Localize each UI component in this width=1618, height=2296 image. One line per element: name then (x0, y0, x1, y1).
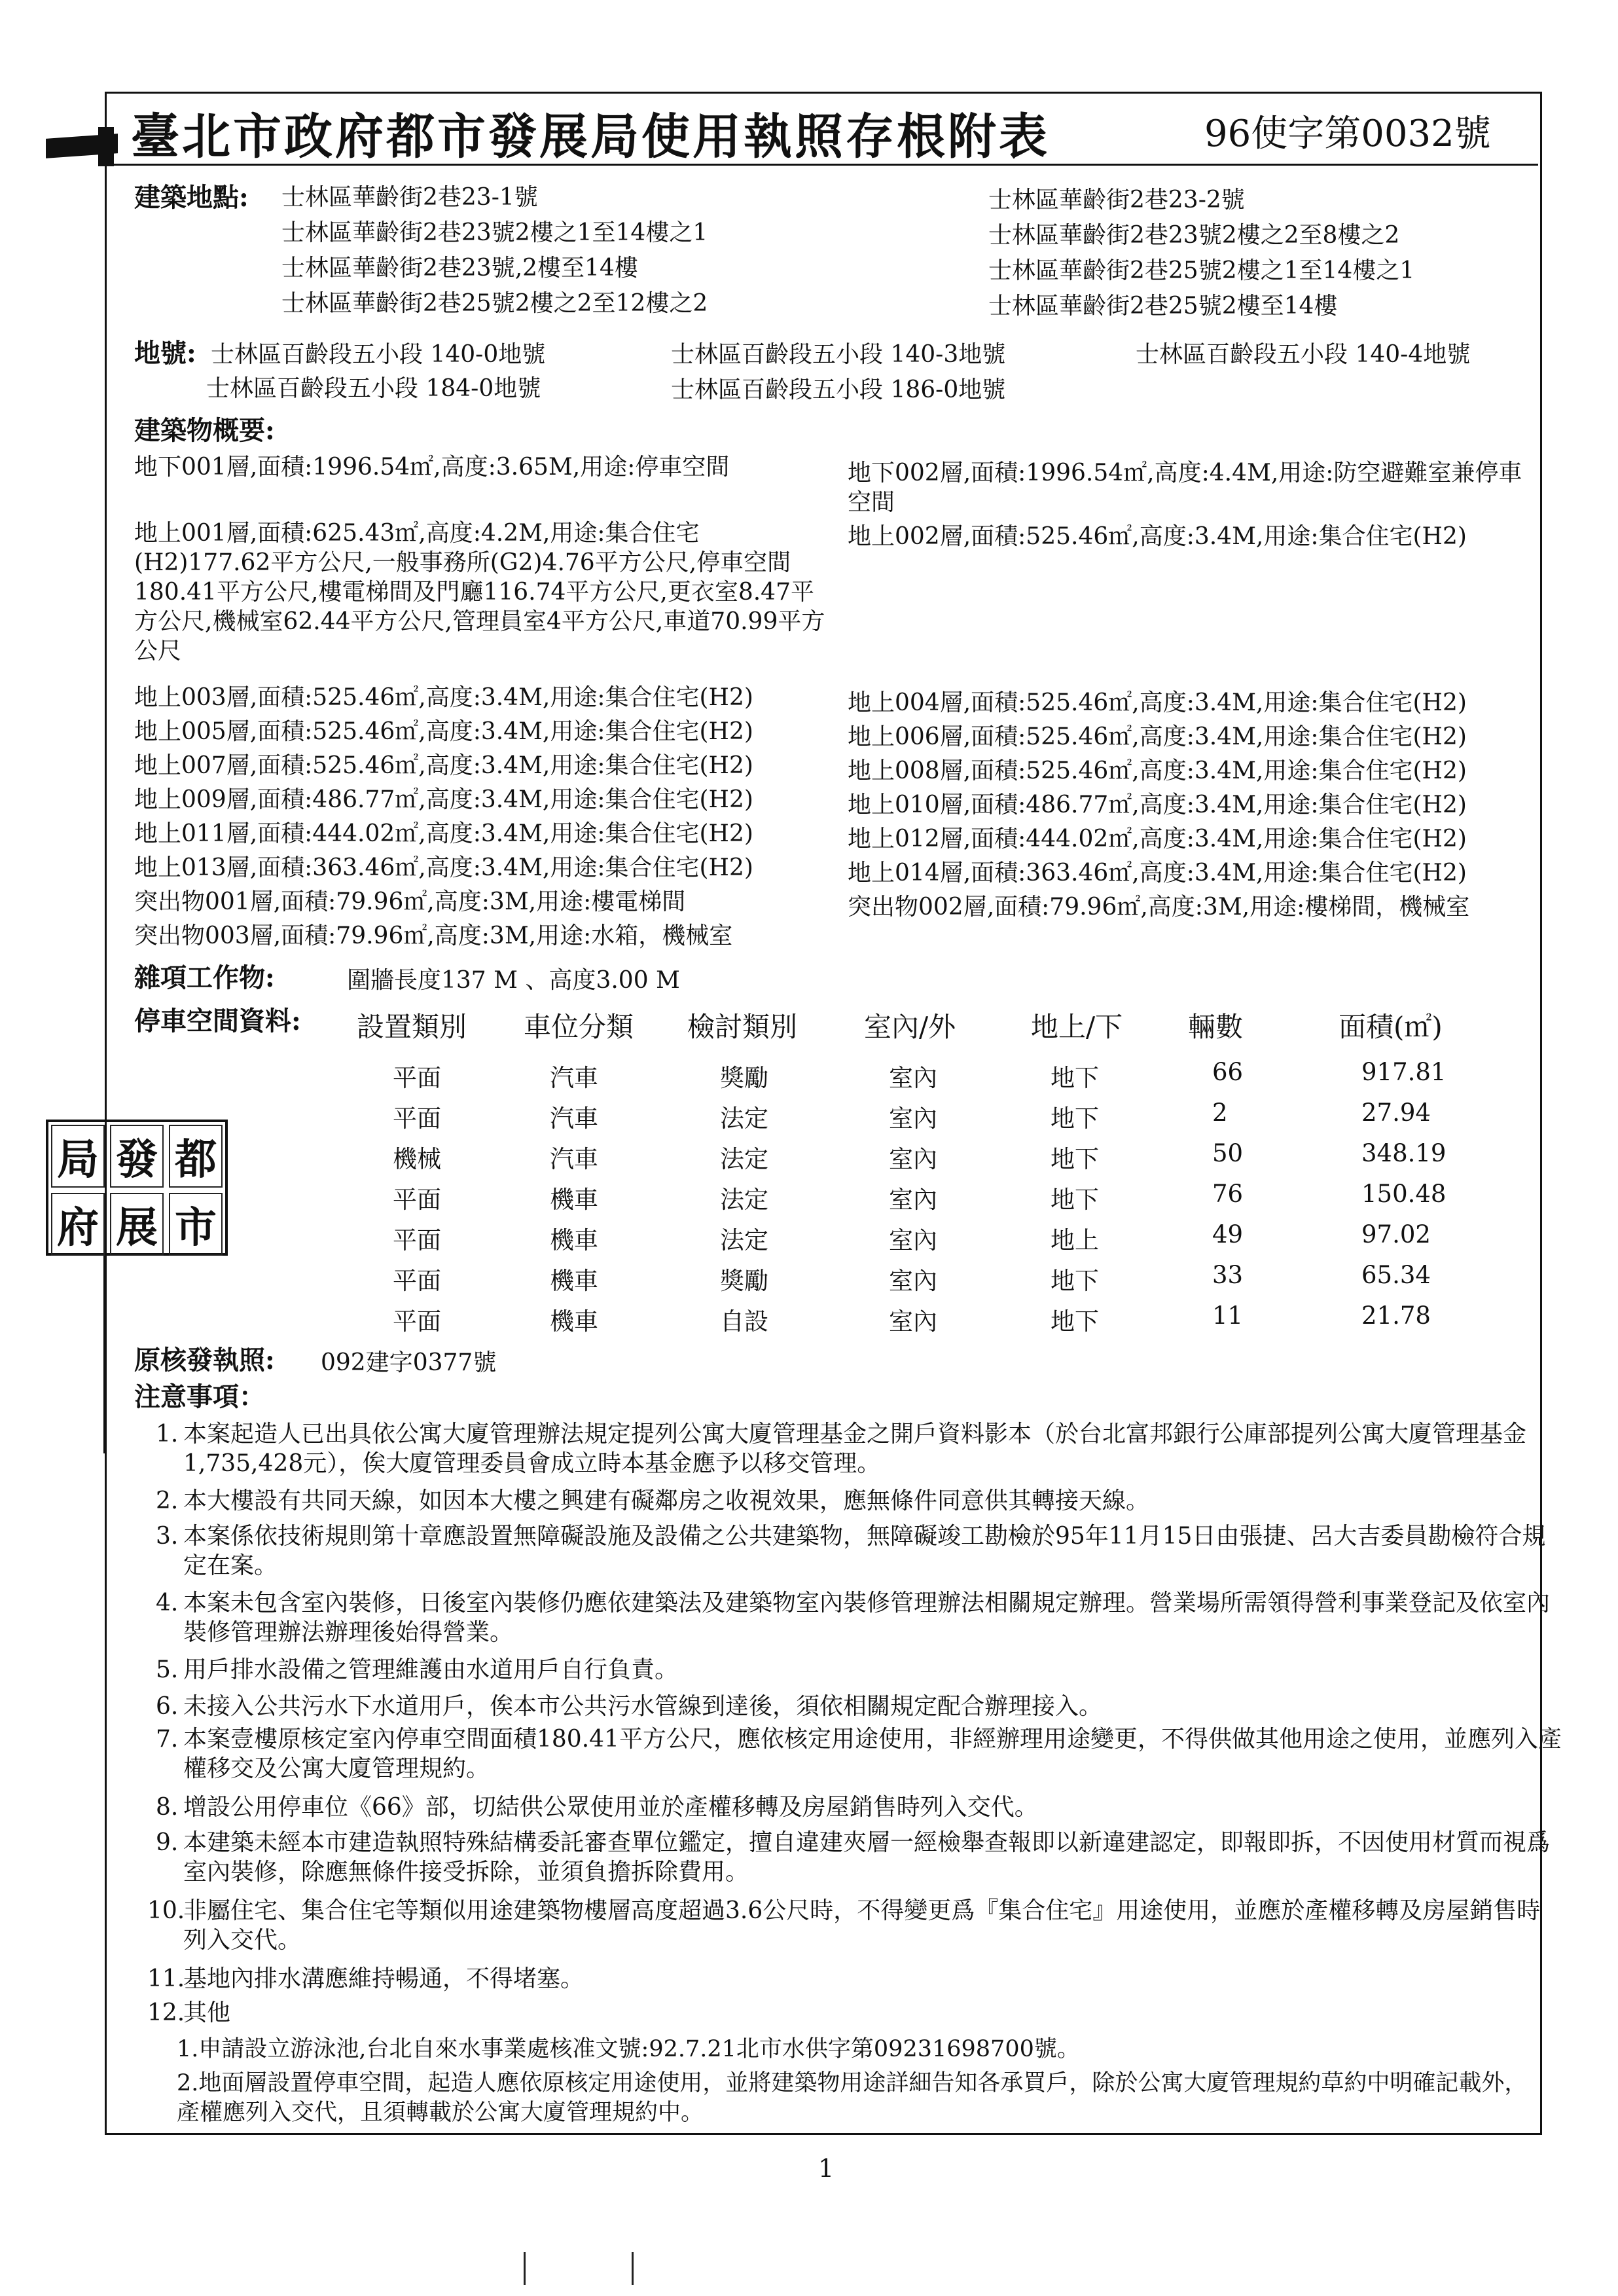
parking-cell-count: 66 (1212, 1058, 1244, 1086)
note-text: 未接入公共污水下水道用戶，俟本市公共污水管線到達後，須依相關規定配合辦理接入。 (183, 1693, 1103, 1720)
notes-label: 注意事項： (134, 1381, 265, 1412)
floor-left-1: 地上003層,面積:525.46㎡,高度:3.4M,用途:集合住宅(H2) (134, 684, 753, 711)
parking-cell-vehicle: 汽車 (550, 1064, 598, 1092)
address-right-3: 士林區華齡街2巷25號2樓之1至14樓之1 (988, 257, 1415, 284)
floor-b1: 地下001層,面積:1996.54㎡,高度:3.65M,用途:停車空間 (134, 454, 730, 481)
note-number: 3. (156, 1523, 179, 1550)
parking-cell-review: 法定 (720, 1104, 768, 1133)
scan-mark (524, 2252, 526, 2285)
note-sub-item-1: 1.申請設立游泳池,台北自來水事業處核准文號:92.7.21北市水供字第09231698700號。 (177, 2036, 1080, 2062)
floor-left-8: 突出物003層,面積:79.96㎡,高度:3M,用途:水箱，機械室 (134, 922, 733, 949)
parking-cell-level: 地下 (1051, 1064, 1099, 1092)
parking-cell-level: 地下 (1051, 1186, 1099, 1214)
parking-cell-type: 機械 (393, 1145, 441, 1173)
building-label: 建築物概要: (134, 415, 275, 446)
seal-char: 府 (51, 1193, 105, 1256)
floor-right-4: 地上010層,面積:486.77㎡,高度:3.4M,用途:集合住宅(H2) (848, 792, 1467, 818)
parking-cell-type: 平面 (393, 1186, 441, 1214)
parking-cell-type: 平面 (393, 1104, 441, 1133)
parking-cell-indoor: 室內 (889, 1064, 937, 1092)
original-permit-value: 092建字0377號 (321, 1349, 497, 1376)
note-number: 10. (147, 1897, 185, 1924)
scan-mark (632, 2252, 634, 2285)
floor-left-2: 地上005層,面積:525.46㎡,高度:3.4M,用途:集合住宅(H2) (134, 718, 753, 745)
parking-cell-count: 33 (1212, 1261, 1244, 1289)
floor-left-5: 地上011層,面積:444.02㎡,高度:3.4M,用途:集合住宅(H2) (134, 820, 753, 847)
lot-item-3: 士林區百齡段五小段 140-4地號 (1136, 341, 1471, 368)
note-text: 本案未包含室內裝修，日後室內裝修仍應依建築法及建築物室內裝修管理辦法相關規定辦理。營業場所需領得營利事業登記及依室內裝修管理辦法辦理後始得營業。 (183, 1590, 1551, 1646)
parking-header-indoor: 室內/外 (864, 1011, 956, 1043)
parking-cell-review: 法定 (720, 1186, 768, 1214)
lot-label: 地號: (134, 338, 196, 369)
parking-cell-count: 50 (1212, 1139, 1244, 1167)
parking-header-review: 檢討類別 (687, 1011, 798, 1043)
note-text: 本建築未經本市建造執照特殊結構委託審查單位鑑定，擅自違建夾層一經檢舉查報即以新違建認定，即報即拆，不因使用材質而視爲室內裝修，除應無條件接受拆除，並須負擔拆除費用。 (183, 1829, 1551, 1886)
floor-right-1: 地上004層,面積:525.46㎡,高度:3.4M,用途:集合住宅(H2) (848, 689, 1467, 716)
parking-cell-type: 平面 (393, 1226, 441, 1254)
note-number: 2. (156, 1487, 179, 1514)
floor-left-3: 地上007層,面積:525.46㎡,高度:3.4M,用途:集合住宅(H2) (134, 752, 753, 779)
parking-cell-type: 平面 (393, 1267, 441, 1295)
floor-left-7: 突出物001層,面積:79.96㎡,高度:3M,用途:樓電梯間 (134, 888, 686, 915)
parking-cell-area: 348.19 (1361, 1139, 1447, 1167)
parking-cell-indoor: 室內 (889, 1186, 937, 1214)
lot-item-1: 士林區百齡段五小段 140-0地號 (211, 341, 546, 368)
parking-header-count: 輛數 (1188, 1011, 1244, 1043)
lot-item-2: 士林區百齡段五小段 140-3地號 (671, 341, 1006, 368)
parking-cell-indoor: 室內 (889, 1267, 937, 1295)
note-number: 8. (156, 1794, 179, 1821)
parking-cell-vehicle: 汽車 (550, 1145, 598, 1173)
parking-cell-vehicle: 機車 (550, 1226, 598, 1254)
table-row (0, 1180, 1618, 1222)
original-permit-label: 原核發執照: (134, 1345, 275, 1376)
lot-item-4: 士林區百齡段五小段 184-0地號 (206, 375, 541, 402)
parking-cell-type: 平面 (393, 1064, 441, 1092)
note-text: 本案係依技術規則第十章應設置無障礙設施及設備之公共建築物，無障礙竣工勘檢於95年11月15日由張捷、呂大吉委員勘檢符合規定在案。 (183, 1523, 1546, 1579)
seal-char: 展 (110, 1193, 164, 1256)
parking-cell-vehicle: 汽車 (550, 1104, 598, 1133)
page-title: 臺北市政府都市發展局使用執照存根附表 (131, 109, 1050, 165)
page-number: 1 (818, 2154, 835, 2183)
note-number: 5. (156, 1656, 179, 1683)
official-seal (46, 1120, 228, 1256)
parking-cell-level: 地下 (1051, 1104, 1099, 1133)
floor-left-4: 地上009層,面積:486.77㎡,高度:3.4M,用途:集合住宅(H2) (134, 786, 753, 813)
table-row (0, 1058, 1618, 1100)
seal-char: 局 (51, 1125, 105, 1188)
parking-cell-vehicle: 機車 (550, 1307, 598, 1336)
seal-char: 發 (110, 1125, 164, 1188)
parking-cell-vehicle: 機車 (550, 1267, 598, 1295)
misc-works-label: 雜項工作物: (134, 962, 275, 993)
parking-cell-count: 11 (1212, 1302, 1244, 1330)
seal-char: 市 (169, 1193, 223, 1256)
note-text: 基地內排水溝應維持暢通，不得堵塞。 (183, 1965, 584, 1992)
parking-cell-level: 地下 (1051, 1267, 1099, 1295)
floor-right-3: 地上008層,面積:525.46㎡,高度:3.4M,用途:集合住宅(H2) (848, 757, 1467, 784)
parking-cell-level: 地下 (1051, 1145, 1099, 1173)
note-text: 本案壹樓原核定室內停車空間面積180.41平方公尺，應依核定用途使用，非經辦理用途變更，不得供做其他用途之使用，並應列入產權移交及公寓大廈管理規約。 (183, 1726, 1562, 1782)
parking-cell-review: 法定 (720, 1145, 768, 1173)
note-number: 1. (156, 1421, 179, 1448)
parking-cell-count: 2 (1212, 1099, 1228, 1127)
parking-header-area: 面積(㎡) (1339, 1011, 1443, 1043)
parking-cell-count: 76 (1212, 1180, 1244, 1208)
note-text: 非屬住宅、集合住宅等類似用途建築物樓層高度超過3.6公尺時，不得變更爲『集合住宅』用途使用，並應於產權移轉及房屋銷售時列入交代。 (183, 1897, 1541, 1954)
address-left-3: 士林區華齡街2巷23號,2樓至14樓 (281, 255, 638, 282)
note-text: 其他 (183, 1999, 231, 2026)
table-row (0, 1261, 1618, 1303)
note-number: 6. (156, 1693, 179, 1720)
floor-right-5: 地上012層,面積:444.02㎡,高度:3.4M,用途:集合住宅(H2) (848, 826, 1467, 852)
parking-label: 停車空間資料: (134, 1006, 301, 1036)
binding-mark-tab (98, 127, 114, 166)
parking-cell-review: 獎勵 (720, 1267, 768, 1295)
table-row (0, 1139, 1618, 1181)
address-right-4: 士林區華齡街2巷25號2樓至14樓 (988, 293, 1338, 319)
address-right-2: 士林區華齡街2巷23號2樓之2至8樓之2 (988, 222, 1400, 249)
parking-cell-area: 21.78 (1361, 1302, 1431, 1330)
lot-item-5: 士林區百齡段五小段 186-0地號 (671, 376, 1006, 403)
parking-cell-review: 法定 (720, 1226, 768, 1254)
parking-cell-indoor: 室內 (889, 1145, 937, 1173)
address-label: 建築地點: (134, 182, 249, 213)
address-right-1: 士林區華齡街2巷23-2號 (988, 187, 1245, 213)
note-text: 本大樓設有共同天線，如因本大樓之興建有礙鄰房之收視效果，應無條件同意供其轉接天線。 (183, 1487, 1150, 1514)
note-number: 11. (147, 1965, 185, 1992)
address-left-2: 士林區華齡街2巷23號2樓之1至14樓之1 (281, 219, 708, 246)
parking-cell-area: 97.02 (1361, 1220, 1431, 1248)
parking-cell-indoor: 室內 (889, 1104, 937, 1133)
misc-works-value: 圍牆長度137 M 、高度3.00 M (347, 967, 680, 994)
floor-right-7: 突出物002層,面積:79.96㎡,高度:3M,用途:樓梯間，機械室 (848, 894, 1470, 920)
table-row (0, 1099, 1618, 1140)
note-sub-item-2: 2.地面層設置停車空間，起造人應依原核定用途使用，並將建築物用途詳細告知各承買戶，除於公寓大廈管理規約草約中明確記載外，產權應列入交代，且須轉載於公寓大廈管理規約中。 (177, 2070, 1528, 2126)
note-number: 12. (147, 1999, 185, 2026)
parking-cell-indoor: 室內 (889, 1226, 937, 1254)
floor-2: 地上002層,面積:525.46㎡,高度:3.4M,用途:集合住宅(H2) (848, 523, 1467, 550)
floor-right-2: 地上006層,面積:525.46㎡,高度:3.4M,用途:集合住宅(H2) (848, 723, 1467, 750)
seal-char: 都 (169, 1125, 223, 1188)
note-text: 增設公用停車位《66》部，切結供公眾使用並於產權移轉及房屋銷售時列入交代。 (183, 1794, 1038, 1821)
parking-cell-level: 地上 (1051, 1226, 1099, 1254)
permit-number: 96使字第0032號 (1204, 113, 1491, 155)
floor-left-6: 地上013層,面積:363.46㎡,高度:3.4M,用途:集合住宅(H2) (134, 854, 753, 881)
floor-b2: 地下002層,面積:1996.54㎡,高度:4.4M,用途:防空避難室兼停車空間 (848, 460, 1522, 516)
floor-right-6: 地上014層,面積:363.46㎡,高度:3.4M,用途:集合住宅(H2) (848, 860, 1467, 886)
floor-1: 地上001層,面積:625.43㎡,高度:4.2M,用途:集合住宅(H2)177.62平方公尺,一般事務所(G2)4.76平方公尺,停車空間180.41平方公尺,樓電梯間及門廳116.74平方公尺,更衣室8.47平方公尺,機械室62.44平方公尺,管理員室4平方公尺,車道70.99平方公尺 (134, 520, 825, 665)
parking-cell-indoor: 室內 (889, 1307, 937, 1336)
note-text: 本案起造人已出具依公寓大廈管理辦法規定提列公寓大廈管理基金之開戶資料影本（於台北富邦銀行公庫部提列公寓大廈管理基金1,735,428元），俟大廈管理委員會成立時本基金應予以移交管理。 (183, 1421, 1527, 1477)
parking-header-row (0, 1006, 1618, 1048)
parking-cell-vehicle: 機車 (550, 1186, 598, 1214)
parking-cell-review: 獎勵 (720, 1064, 768, 1092)
address-left-4: 士林區華齡街2巷25號2樓之2至12樓之2 (281, 290, 708, 317)
parking-header-type: 設置類別 (357, 1011, 467, 1043)
parking-cell-area: 27.94 (1361, 1099, 1431, 1127)
address-left-1: 士林區華齡街2巷23-1號 (281, 184, 538, 211)
note-number: 9. (156, 1829, 179, 1856)
note-text: 用戶排水設備之管理維護由水道用戶自行負責。 (183, 1656, 679, 1683)
parking-header-vehicle: 車位分類 (524, 1011, 634, 1043)
parking-cell-type: 平面 (393, 1307, 441, 1336)
parking-cell-review: 自設 (720, 1307, 768, 1336)
parking-cell-level: 地下 (1051, 1307, 1099, 1336)
note-number: 4. (156, 1590, 179, 1616)
parking-cell-area: 65.34 (1361, 1261, 1431, 1289)
table-row (0, 1220, 1618, 1262)
parking-cell-area: 150.48 (1361, 1180, 1447, 1208)
parking-header-level: 地上/下 (1031, 1011, 1123, 1043)
note-number: 7. (156, 1726, 179, 1753)
parking-cell-area: 917.81 (1361, 1058, 1447, 1086)
parking-cell-count: 49 (1212, 1220, 1244, 1248)
table-row (0, 1302, 1618, 1343)
